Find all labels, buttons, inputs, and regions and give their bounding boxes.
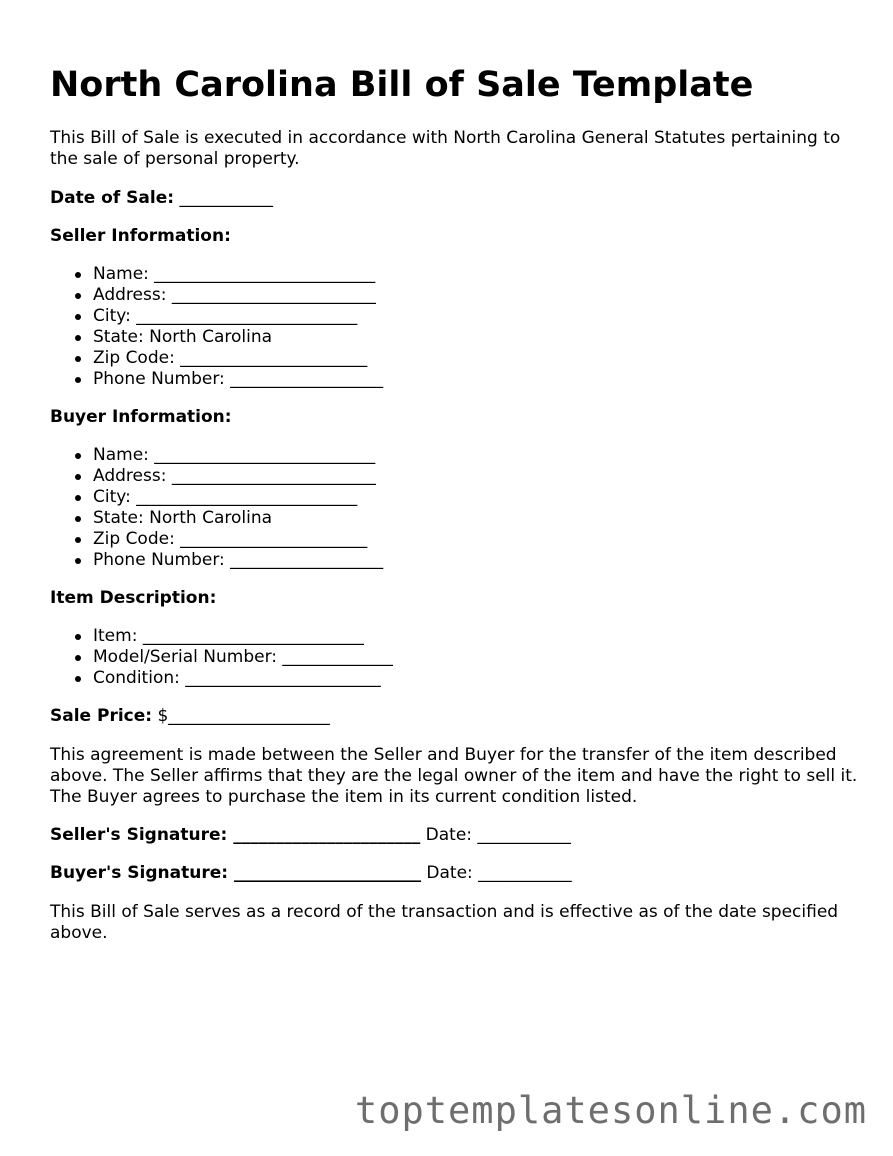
bullet-icon <box>75 356 81 362</box>
document-title: North Carolina Bill of Sale Template <box>50 65 754 105</box>
seller-signature-line <box>50 825 860 846</box>
date-of-sale-blank: ___________ <box>179 188 273 208</box>
bullet-icon <box>75 516 81 522</box>
buyer-fields-list <box>50 445 860 571</box>
sale-price-line <box>50 706 860 727</box>
seller-name-field: Name: __________________________ <box>50 264 860 285</box>
buyer-heading: Buyer Information: <box>50 407 232 427</box>
seller-phone-field: Phone Number: __________________ <box>50 369 860 390</box>
buyer-signature-line <box>50 863 860 884</box>
seller-fields-list <box>50 264 860 390</box>
seller-zip-field: Zip Code: ______________________ <box>50 348 860 369</box>
buyer-state-field: State: North Carolina <box>50 508 860 529</box>
bullet-icon <box>75 558 81 564</box>
sale-price-label: Sale Price: <box>50 706 153 726</box>
buyer-phone-field: Phone Number: __________________ <box>50 550 860 571</box>
bullet-icon <box>75 655 81 661</box>
agreement-paragraph: This agreement is made between the Seller and Buyer for the transfer of the item described above. The Seller affirms that they are the legal owner of the item and have the right to sell it. The Buyer agrees to purchase the item in its current condition listed. <box>50 745 858 807</box>
seller-address-field: Address: ________________________ <box>50 285 860 306</box>
bullet-icon <box>75 377 81 383</box>
seller-heading: Seller Information: <box>50 226 231 246</box>
buyer-signature-label: Buyer's Signature: ______________________ <box>50 863 421 883</box>
seller-state-field: State: North Carolina <box>50 327 860 348</box>
date-of-sale-line <box>50 188 860 209</box>
item-serial-field: Model/Serial Number: _____________ <box>50 647 860 668</box>
bullet-icon <box>75 634 81 640</box>
bullet-icon <box>75 335 81 341</box>
item-condition-field: Condition: _______________________ <box>50 668 860 689</box>
buyer-name-field: Name: __________________________ <box>50 445 860 466</box>
buyer-city-field: City: __________________________ <box>50 487 860 508</box>
bullet-icon <box>75 676 81 682</box>
bullet-icon <box>75 537 81 543</box>
seller-signature-date: Date: ___________ <box>425 825 571 845</box>
bullet-icon <box>75 495 81 501</box>
seller-signature-label: Seller's Signature: ______________________ <box>50 825 421 845</box>
bullet-icon <box>75 453 81 459</box>
item-name-field: Item: __________________________ <box>50 626 860 647</box>
buyer-address-field: Address: ________________________ <box>50 466 860 487</box>
bullet-icon <box>75 314 81 320</box>
bullet-icon <box>75 272 81 278</box>
bullet-icon <box>75 293 81 299</box>
item-fields-list <box>50 626 860 689</box>
sale-price-blank: $___________________ <box>157 706 330 726</box>
intro-paragraph: This Bill of Sale is executed in accordance with North Carolina General Statutes pertaining to the sale of personal property. <box>50 128 841 169</box>
closing-paragraph: This Bill of Sale serves as a record of the transaction and is effective as of the date specified above. <box>50 902 839 943</box>
buyer-signature-date: Date: ___________ <box>426 863 572 883</box>
bullet-icon <box>75 474 81 480</box>
watermark-text: toptemplatesonline.com <box>354 1089 867 1132</box>
item-heading: Item Description: <box>50 588 217 608</box>
buyer-zip-field: Zip Code: ______________________ <box>50 529 860 550</box>
date-of-sale-label: Date of Sale: <box>50 188 175 208</box>
seller-city-field: City: __________________________ <box>50 306 860 327</box>
